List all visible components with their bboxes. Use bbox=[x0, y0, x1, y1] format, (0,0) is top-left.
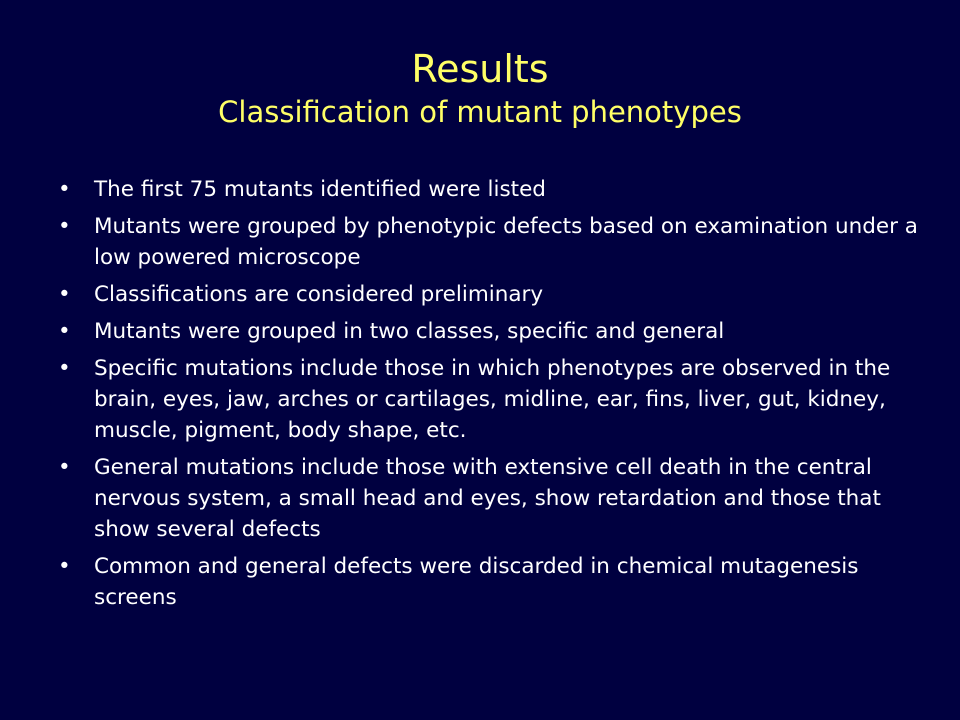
bullet-text: Specific mutations include those in which phenotypes are observed in the brain, eyes, jaw, arches or cartilages, midline, ear, fins, liver, gut, kidney, muscle, pigment, body shape, etc. bbox=[94, 356, 891, 443]
bullet-icon: • bbox=[58, 177, 71, 202]
bullet-icon: • bbox=[58, 455, 71, 480]
bullet-text: Classifications are considered preliminary bbox=[94, 282, 544, 307]
bullet-list bbox=[56, 174, 926, 619]
bullet-icon: • bbox=[58, 214, 71, 239]
bullet-text: Common and general defects were discarded in chemical mutagenesis screens bbox=[94, 554, 859, 610]
bullet-item bbox=[56, 174, 926, 205]
bullet-text: Mutants were grouped in two classes, specific and general bbox=[94, 319, 725, 344]
bullet-item bbox=[56, 353, 926, 446]
bullet-item bbox=[56, 452, 926, 545]
bullet-item bbox=[56, 316, 926, 347]
bullet-item bbox=[56, 551, 926, 613]
title-block bbox=[0, 44, 960, 130]
bullet-text: General mutations include those with extensive cell death in the central nervous system, a small head and eyes, show retardation and those that show several defects bbox=[94, 455, 881, 542]
bullet-icon: • bbox=[58, 319, 71, 344]
slide-title: Results bbox=[411, 47, 549, 91]
bullet-icon: • bbox=[58, 554, 71, 579]
bullet-text: The first 75 mutants identified were listed bbox=[94, 177, 546, 202]
bullet-text: Mutants were grouped by phenotypic defects based on examination under a low powered microscope bbox=[94, 214, 918, 270]
bullet-icon: • bbox=[58, 282, 71, 307]
bullet-item bbox=[56, 279, 926, 310]
slide-subtitle: Classification of mutant phenotypes bbox=[218, 95, 742, 129]
bullet-item bbox=[56, 211, 926, 273]
bullet-icon: • bbox=[58, 356, 71, 381]
